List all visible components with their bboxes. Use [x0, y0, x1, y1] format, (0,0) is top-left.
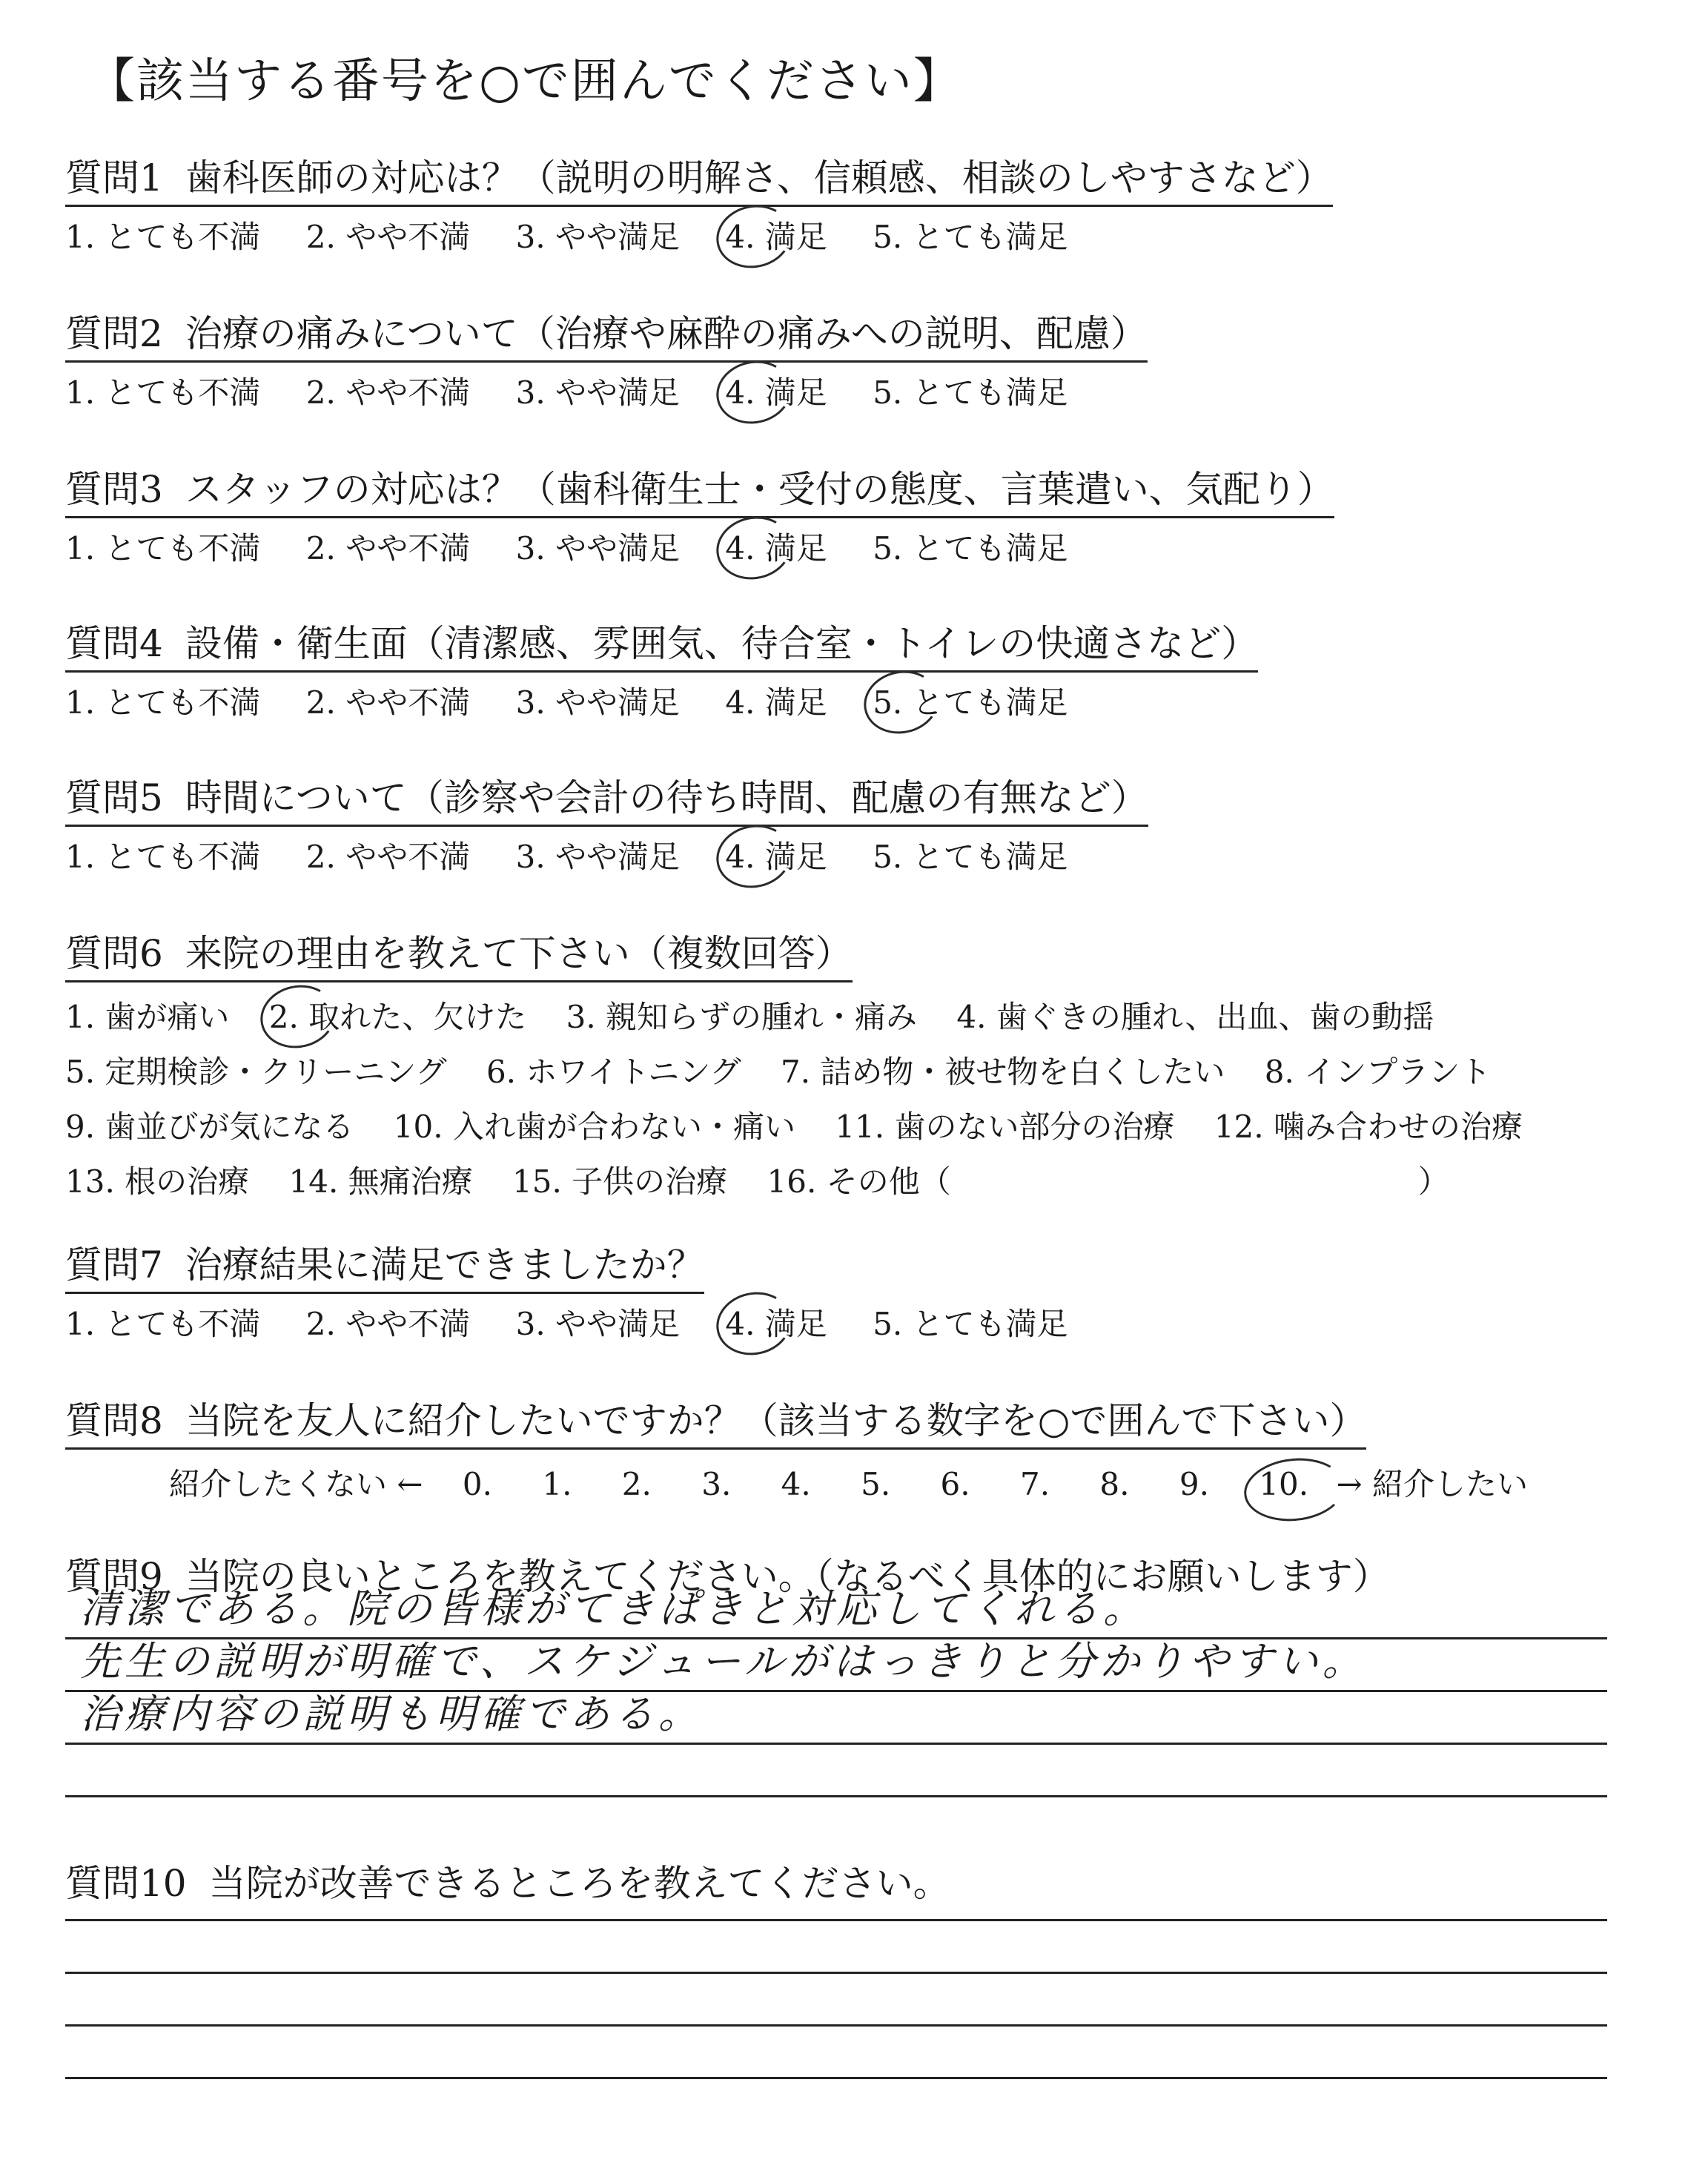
- scale-option[interactable]: 2.: [621, 1466, 652, 1502]
- question-number: 質問8: [65, 1399, 163, 1442]
- option-3[interactable]: 3. やや満足: [515, 219, 681, 255]
- question-number: 質問3: [65, 468, 163, 511]
- question-text: 治療の痛みについて（治療や麻酔の痛みへの説明、配慮）: [185, 312, 1148, 355]
- question-1: [65, 148, 1333, 257]
- option-2[interactable]: 2. やや不満: [305, 1306, 471, 1342]
- option-5[interactable]: 5. とても満足: [873, 374, 1068, 411]
- scale-option-selected[interactable]: 10.: [1259, 1466, 1309, 1502]
- option-1[interactable]: 1. とても不満: [65, 374, 261, 411]
- option-2[interactable]: 2. やや不満: [305, 530, 471, 567]
- scale-option[interactable]: 3.: [701, 1466, 732, 1502]
- question-8: [65, 1391, 1568, 1505]
- answer-line[interactable]: [65, 1745, 1607, 1797]
- reason-option[interactable]: 6. ホワイトニング: [486, 1054, 741, 1090]
- answer-line[interactable]: [65, 2027, 1607, 2079]
- question-4: [65, 614, 1258, 723]
- option-3[interactable]: 3. やや満足: [515, 530, 681, 567]
- option-5[interactable]: 5. とても満足: [873, 839, 1068, 875]
- reason-option[interactable]: 3. 親知らずの腫れ・痛み: [566, 999, 918, 1035]
- handwritten-answer: 治療内容の説明も明確である。: [80, 1691, 703, 1737]
- question-5-title: [65, 768, 1148, 827]
- option-1[interactable]: 1. とても不満: [65, 530, 261, 567]
- question-text: 当院の良いところを教えてください。（なるべく具体的にお願いします）: [185, 1555, 1390, 1598]
- reason-option[interactable]: 4. 歯ぐきの腫れ、出血、歯の動揺: [956, 999, 1434, 1035]
- question-number: 質問2: [65, 312, 163, 355]
- question-9-answer-lines: [65, 1587, 1607, 1797]
- handwritten-answer: 清潔である。院の皆様がてきぱきと対応してくれる。: [80, 1585, 1148, 1632]
- reason-option[interactable]: 13. 根の治療: [65, 1163, 250, 1200]
- reason-option[interactable]: 7. 詰め物・被せ物を白くしたい: [780, 1054, 1225, 1090]
- question-7: [65, 1235, 1104, 1344]
- question-number: 質問7: [65, 1244, 163, 1287]
- question-10-answer-lines: [65, 1869, 1607, 2079]
- reason-option[interactable]: 12. 噛み合わせの治療: [1214, 1109, 1523, 1145]
- handwritten-answer: 先生の説明が明確で、スケジュールがはっきりと分かりやすい。: [80, 1638, 1367, 1685]
- rating-options: [65, 678, 1258, 723]
- reason-row-3: [65, 1103, 1552, 1147]
- option-4-selected[interactable]: 4. 満足: [725, 524, 827, 569]
- recommend-scale: [65, 1460, 1568, 1505]
- rating-options: [65, 213, 1333, 257]
- reason-option[interactable]: 11. 歯のない部分の治療: [835, 1109, 1175, 1145]
- question-text: 設備・衛生面（清潔感、雰囲気、待合室・トイレの快適さなど）: [185, 622, 1259, 665]
- reason-option[interactable]: 9. 歯並びが気になる: [65, 1109, 354, 1145]
- option-1[interactable]: 1. とても不満: [65, 219, 261, 255]
- reason-option[interactable]: 8. インプラント: [1264, 1054, 1492, 1090]
- option-2[interactable]: 2. やや不満: [305, 374, 471, 411]
- option-5[interactable]: 5. とても満足: [873, 1306, 1068, 1342]
- question-text: 治療結果に満足できましたか？: [185, 1244, 704, 1287]
- reason-option[interactable]: 5. 定期検診・クリーニング: [65, 1054, 447, 1090]
- option-3[interactable]: 3. やや満足: [515, 684, 681, 721]
- reason-option[interactable]: 1. 歯が痛い: [65, 999, 230, 1035]
- question-6: [65, 924, 1552, 1202]
- question-6-title: [65, 924, 853, 982]
- question-text: 来院の理由を教えて下さい（複数回答）: [185, 932, 853, 975]
- question-3-title: [65, 460, 1334, 518]
- question-1-title: [65, 148, 1333, 207]
- rating-options: [65, 833, 1148, 877]
- reason-option[interactable]: 14. 無痛治療: [288, 1163, 473, 1200]
- option-2[interactable]: 2. やや不満: [305, 839, 471, 875]
- question-2: [65, 304, 1148, 413]
- scale-right-label: → 紹介したい: [1336, 1466, 1528, 1502]
- reason-option[interactable]: 10. 入れ歯が合わない・痛い: [393, 1109, 795, 1145]
- reason-option-selected[interactable]: 2. 取れた、欠けた: [269, 993, 526, 1037]
- question-8-title: [65, 1391, 1366, 1450]
- reason-option-other[interactable]: 16. その他（ ）: [767, 1163, 1449, 1200]
- question-7-title: [65, 1235, 704, 1294]
- scale-left-label: 紹介したくない ←: [169, 1466, 423, 1502]
- reason-row-2: [65, 1048, 1552, 1092]
- question-text: 当院が改善できるところを教えてください。: [208, 1862, 950, 1905]
- option-1[interactable]: 1. とても不満: [65, 1306, 261, 1342]
- question-number: 質問5: [65, 776, 163, 819]
- question-text: スタッフの対応は？（歯科衛生士・受付の態度、言葉遣い、気配り）: [185, 468, 1334, 511]
- option-1[interactable]: 1. とても不満: [65, 684, 261, 721]
- option-5[interactable]: 5. とても満足: [873, 530, 1068, 567]
- option-4-selected[interactable]: 4. 満足: [725, 1300, 827, 1344]
- answer-line[interactable]: [65, 1869, 1607, 1921]
- answer-line[interactable]: [65, 1692, 1607, 1745]
- question-number: 質問9: [65, 1555, 163, 1598]
- rating-options: [65, 1300, 1104, 1344]
- scale-option[interactable]: 9.: [1179, 1466, 1209, 1502]
- option-5[interactable]: 5. とても満足: [873, 219, 1068, 255]
- question-text: 当院を友人に紹介したいですか？（該当する数字を○で囲んで下さい）: [185, 1399, 1367, 1442]
- question-text: 時間について（診察や会計の待ち時間、配慮の有無など）: [185, 776, 1148, 819]
- option-4[interactable]: 4. 満足: [725, 684, 827, 721]
- option-3[interactable]: 3. やや満足: [515, 374, 681, 411]
- question-number: 質問10: [65, 1862, 187, 1905]
- scale-option[interactable]: 5.: [861, 1466, 891, 1502]
- question-text: 歯科医師の対応は？（説明の明解さ、信頼感、相談のしやすさなど）: [185, 156, 1333, 199]
- option-3[interactable]: 3. やや満足: [515, 839, 681, 875]
- scale-option[interactable]: 4.: [781, 1466, 811, 1502]
- scale-option[interactable]: 0.: [462, 1466, 492, 1502]
- rating-options: [65, 369, 1148, 413]
- scale-option[interactable]: 6.: [940, 1466, 970, 1502]
- option-2[interactable]: 2. やや不満: [305, 219, 471, 255]
- question-3: [65, 460, 1334, 569]
- question-number: 質問6: [65, 932, 163, 975]
- question-5: [65, 768, 1148, 877]
- question-4-title: [65, 614, 1258, 673]
- option-1[interactable]: 1. とても不満: [65, 839, 261, 875]
- option-4-selected[interactable]: 4. 満足: [725, 213, 827, 257]
- option-4-selected[interactable]: 4. 満足: [725, 369, 827, 413]
- scale-option[interactable]: 7.: [1019, 1466, 1050, 1502]
- question-2-title: [65, 304, 1148, 363]
- answer-line[interactable]: [65, 1921, 1607, 1974]
- question-number: 質問4: [65, 622, 163, 665]
- page-title: 【該当する番号を○で囲んでください】: [87, 54, 962, 109]
- option-4-selected[interactable]: 4. 満足: [725, 833, 827, 877]
- reason-row-4: [65, 1157, 1552, 1202]
- scale-option[interactable]: 1.: [542, 1466, 572, 1502]
- option-5-selected[interactable]: 5. とても満足: [873, 678, 1068, 723]
- reason-option[interactable]: 15. 子供の治療: [512, 1163, 728, 1200]
- reason-row-1: [65, 993, 1552, 1037]
- option-3[interactable]: 3. やや満足: [515, 1306, 681, 1342]
- option-2[interactable]: 2. やや不満: [305, 684, 471, 721]
- question-number: 質問1: [65, 156, 163, 199]
- rating-options: [65, 524, 1334, 569]
- scale-option[interactable]: 8.: [1099, 1466, 1130, 1502]
- answer-line[interactable]: [65, 1974, 1607, 2027]
